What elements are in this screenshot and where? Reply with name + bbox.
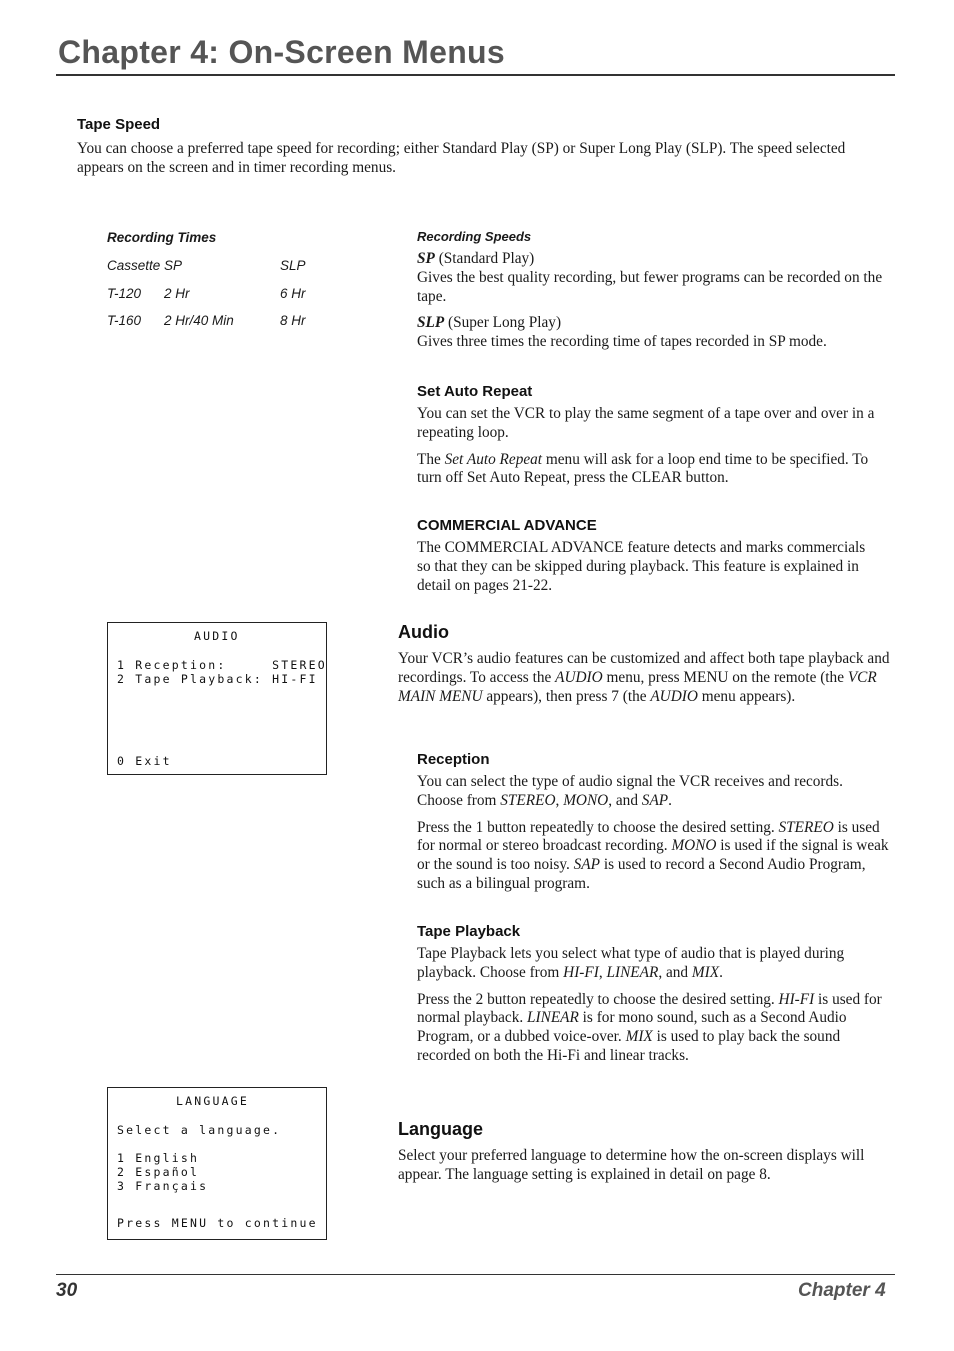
language-screen-title: LANGUAGE: [176, 1094, 249, 1108]
audio-section: [398, 622, 892, 706]
footer-chapter: Chapter 4: [798, 1280, 886, 1301]
commercial-advance-text: The COMMERCIAL ADVANCE feature detects and marks commercials so that they can be skipped during playback. This feature is explained in detail on pages 21-22.: [417, 539, 866, 594]
header-rule: [56, 74, 895, 76]
language-option-espanol: 2 Español: [117, 1165, 200, 1179]
auto-repeat-heading: Set Auto Repeat: [417, 383, 533, 400]
language-menu-screen: [107, 1087, 327, 1240]
recording-speeds-section: [417, 229, 892, 352]
reception-heading: Reception: [417, 751, 490, 768]
auto-repeat-p2: The Set Auto Repeat menu will ask for a loop end time to be specified. To turn off Set Auto Repeat, press the CLEAR button.: [417, 450, 869, 487]
rt-row-slp: 8 Hr: [280, 313, 306, 328]
language-option-english: 1 English: [117, 1151, 200, 1165]
audio-screen-title: AUDIO: [194, 629, 240, 643]
tape-speed-section: [77, 116, 160, 133]
commercial-advance-section: [417, 517, 892, 595]
slp-desc: Gives three times the recording time of tapes recorded in SP mode.: [417, 333, 827, 351]
tape-playback-section: [417, 923, 892, 1066]
audio-heading: Audio: [398, 622, 449, 642]
footer-rule: [56, 1274, 895, 1275]
sp-name: (Standard Play): [438, 250, 535, 267]
audio-screen-playback: 2 Tape Playback: HI-FI: [117, 672, 318, 686]
slp-abbr: SLP: [417, 314, 445, 332]
language-screen-prompt: Select a language.: [117, 1123, 282, 1137]
reception-p2: Press the 1 button repeatedly to choose the desired setting. STEREO is used for normal or stereo broadcast recording. MONO is used if the signal is weak or the sound is too noisy. SAP is used to record a Second Audio Program, such as a bilingual program.: [417, 818, 889, 892]
auto-repeat-p1: You can set the VCR to play the same segment of a tape over and over in a repeating loop.: [417, 405, 875, 441]
reception-section: [417, 751, 892, 894]
chapter-title: Chapter 4: On-Screen Menus: [58, 34, 506, 70]
rt-row-sp: 2 Hr: [164, 286, 190, 301]
tape-speed-text: You can choose a preferred tape speed for recording; either Standard Play (SP) or Super Long Play (SLP). The speed selected appears on the screen and in timer recording menus.: [77, 140, 846, 176]
recording-times-title: Recording Times: [107, 230, 217, 245]
page-number: 30: [56, 1280, 78, 1301]
sp-description: [417, 250, 892, 306]
language-text: Select your preferred language to determine how the on-screen displays will appear. The language setting is explained in detail on page 8.: [398, 1147, 865, 1183]
rt-header-sp: SP: [164, 258, 183, 273]
tape-speed-heading: Tape Speed: [77, 116, 161, 133]
language-heading: Language: [398, 1119, 484, 1139]
slp-description: [417, 314, 892, 352]
audio-menu-screen: [107, 622, 327, 775]
audio-text: Your VCR’s audio features can be customized and affect both tape playback and recordings. To access the AUDIO menu, press MENU on the remote (the VCR MAIN MENU appears), then press 7 (the AUDIO menu appears).: [398, 650, 890, 705]
commercial-advance-heading: COMMERCIAL ADVANCE: [417, 517, 597, 534]
recording-times-table: [107, 230, 347, 340]
language-screen-continue: Press MENU to continue: [117, 1216, 318, 1230]
sp-abbr: SP: [417, 250, 435, 267]
rt-row-cassette: T-120: [107, 286, 142, 301]
language-option-francais: 3 Français: [117, 1179, 209, 1193]
rt-row-slp: 6 Hr: [280, 286, 306, 301]
rt-header-cassette: Cassette: [107, 258, 161, 273]
tape-playback-p2: Press the 2 button repeatedly to choose the desired setting. HI-FI is used for normal playback. LINEAR is for mono sound, such as a Second Audio Program, or a dubbed voice-over. MIX is used to play back the sound recorded on both the Hi-Fi and linear tracks.: [417, 990, 882, 1064]
rt-row-sp: 2 Hr/40 Min: [164, 313, 234, 328]
rt-row-cassette: T-160: [107, 313, 142, 328]
slp-name: (Super Long Play): [448, 314, 562, 332]
audio-screen-exit: 0 Exit: [117, 754, 172, 768]
recording-speeds-title: Recording Speeds: [417, 229, 532, 244]
sp-desc: Gives the best quality recording, but fewer programs can be recorded on the tape.: [417, 268, 883, 305]
auto-repeat-section: [417, 383, 892, 488]
reception-p1: You can select the type of audio signal the VCR receives and records. Choose from STEREO, MONO, and SAP.: [417, 773, 843, 809]
tape-playback-p1: Tape Playback lets you select what type of audio that is played during playback. Choose from HI-FI, LINEAR, and MIX.: [417, 945, 845, 981]
tape-playback-heading: Tape Playback: [417, 923, 521, 940]
rt-header-slp: SLP: [280, 258, 306, 273]
language-section: [398, 1119, 892, 1185]
audio-screen-reception: 1 Reception: STEREO: [117, 658, 327, 672]
